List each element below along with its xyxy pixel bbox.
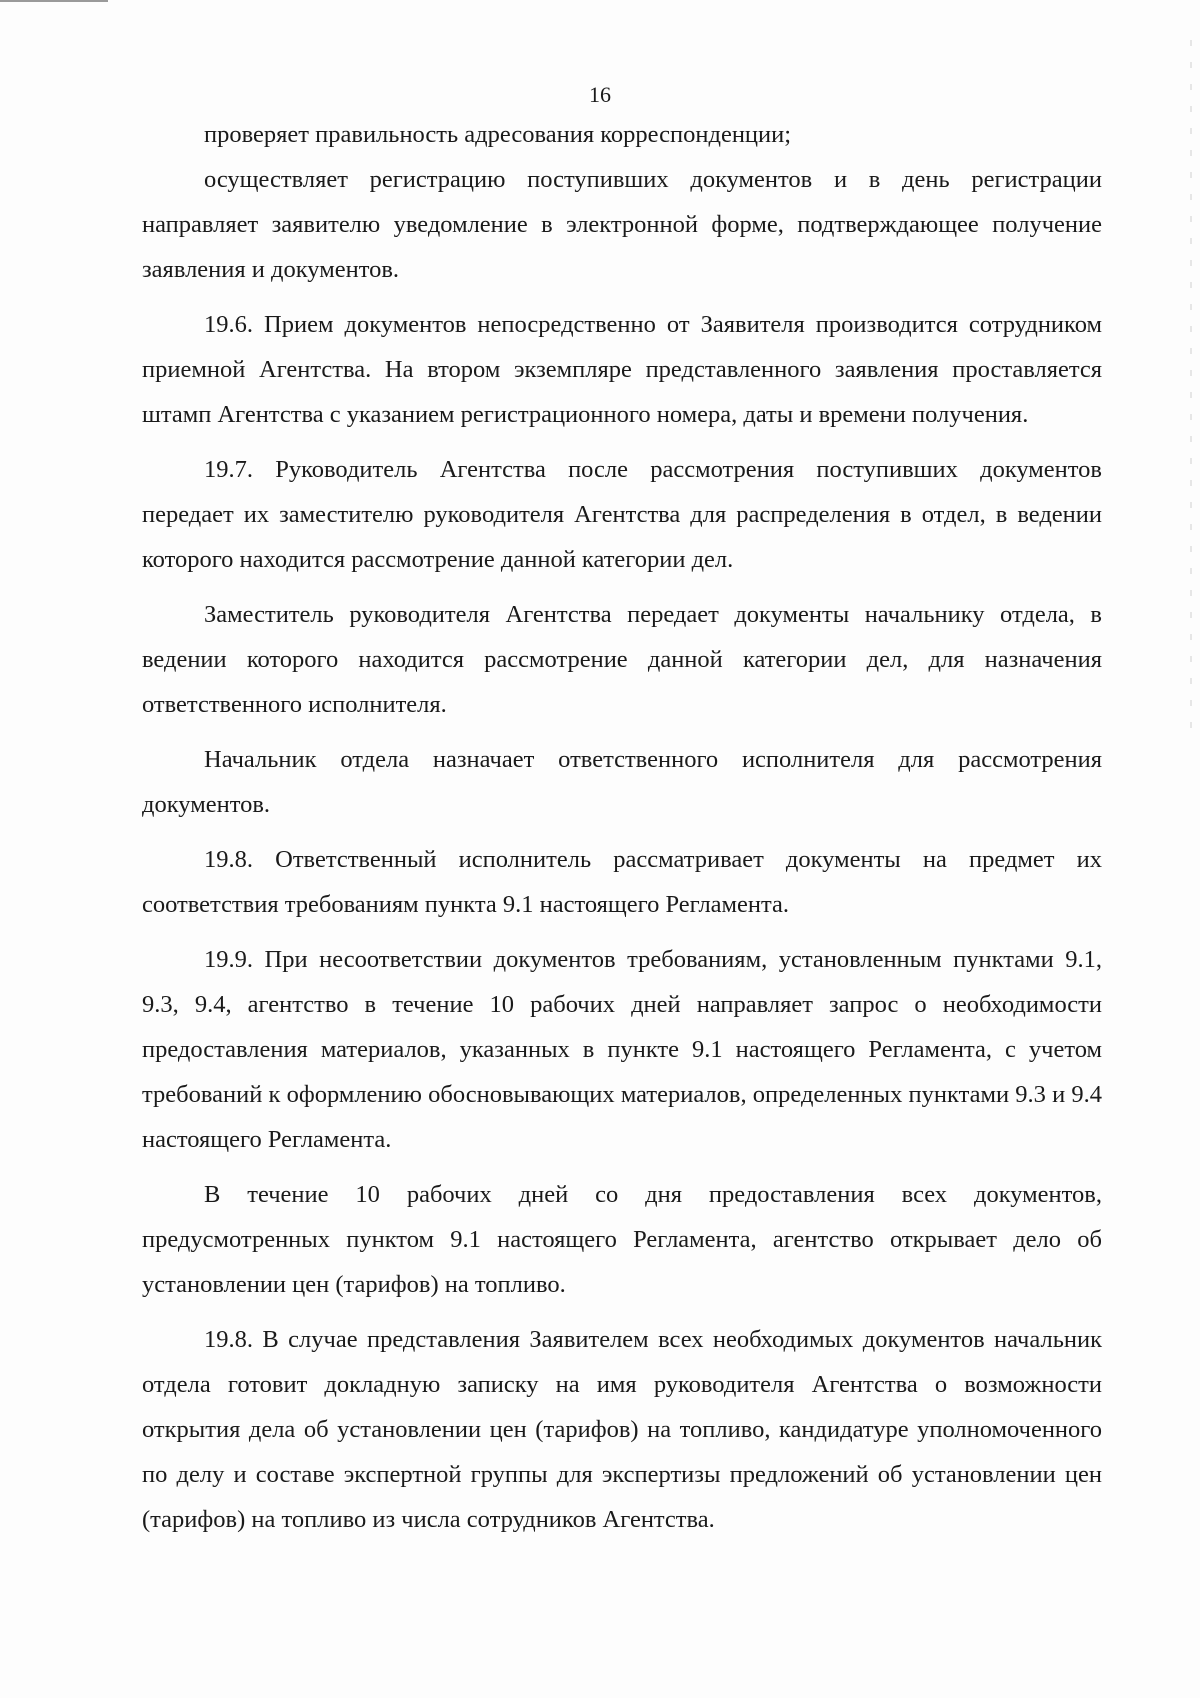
paragraph-8: 19.9. При несоответствии документов требованиям, установленным пунктами 9.1, 9.3, 9.4, агентство в течение 10 рабочих дней направляет запрос о необходимости предоставления материалов, указанных в пункте 9.1 настоящего Регламента, с учетом требований к оформлению обосновывающих материалов, определенных пунктами 9.3 и 9.4 настоящего Регламента. xyxy=(142,946,1102,1153)
paragraph-5: Заместитель руководителя Агентства передает документы начальнику отдела, в ведении которого находится рассмотрение данной категории дел, для назначения ответственного исполнителя. xyxy=(142,601,1102,718)
paragraph-10: 19.8. В случае представления Заявителем всех необходимых документов начальник отдела готовит докладную записку на имя руководителя Агентства о возможности открытия дела об установлении цен (тарифов) на топливо, кандидатуре уполномоченного по делу и составе экспертной группы для экспертизы предложений об установлении цен (тарифов) на топливо из числа сотрудников Агентства. xyxy=(142,1326,1102,1533)
paragraph-3: 19.6. Прием документов непосредственно от Заявителя производится сотрудником приемной Агентства. На втором экземпляре представленного заявления проставляется штамп Агентства с указанием регистрационного номера, даты и времени получения. xyxy=(142,311,1102,428)
scan-corner-mark xyxy=(0,0,108,2)
paragraph-1: проверяет правильность адресования корреспонденции; xyxy=(204,121,792,148)
paragraph-6: Начальник отдела назначает ответственного исполнителя для рассмотрения документов. xyxy=(142,746,1102,818)
document-body xyxy=(142,112,1102,1542)
paragraph-9: В течение 10 рабочих дней со дня предоставления всех документов, предусмотренных пунктом 9.1 настоящего Регламента, агентство открывает дело об установлении цен (тарифов) на топливо. xyxy=(142,1181,1102,1298)
paragraph-4: 19.7. Руководитель Агентства после рассмотрения поступивших документов передает их заместителю руководителя Агентства для распределения в отдел, в ведении которого находится рассмотрение данной категории дел. xyxy=(142,456,1102,573)
paragraph-2: осуществляет регистрацию поступивших документов и в день регистрации направляет заявителю уведомление в электронной форме, подтверждающее получение заявления и документов. xyxy=(142,166,1102,283)
paragraph-7: 19.8. Ответственный исполнитель рассматривает документы на предмет их соответствия требованиям пункта 9.1 настоящего Регламента. xyxy=(142,846,1102,918)
page-number: 16 xyxy=(589,82,611,107)
scan-edge-artifact xyxy=(1190,40,1192,740)
